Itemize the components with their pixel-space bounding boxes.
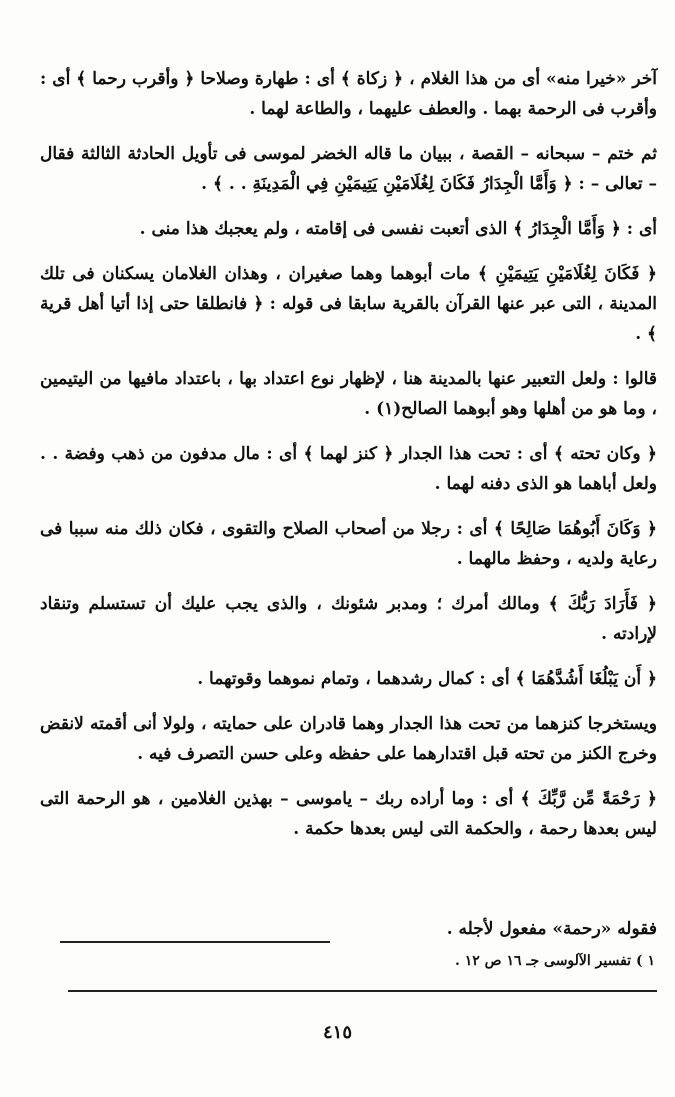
paragraph-9: ﴿ أَن يَبْلُغَا أَشُدَّهُمَا ﴾ أى : كمال رشدهما ، وتمام نموهما وقوتهما . [197, 669, 657, 689]
paragraph-2: ثم ختم – سبحانه – القصة ، ببيان ما قاله الخضر لموسى فى تأويل الحادثة الثالثة فقال – تعالى – : ﴿ وَأَمَّا الْجِدَارُ فَكَانَ لِغُلَامَيْنِ يَتِيمَيْنِ فِي الْمَدِينَةِ . . ﴾ . [40, 144, 657, 194]
paragraph-1: آخر «خيرا منه» أى من هذا الغلام ، ﴿ زكاة ﴾ أى : طهارة وصلاحا ﴿ وأقرب رحما ﴾ أى : وأقرب فى الرحمة بهما . والعطف عليهما ، والطاعة لهما . [40, 69, 657, 119]
paragraph-3: أى : ﴿ وَأَمَّا الْجِدَارُ ﴾ الذى أتعبت نفسى فى إقامته ، ولم يعجبك هذا منى . [139, 219, 657, 239]
bottom-rule [68, 990, 657, 992]
paragraph-11: ﴿ رَحْمَةً مِّن رَّبِّكَ ﴾ أى : وما أراده ربك – ياموسى – بهذين الغلامين ، هو الرحمة التى ليس بعدها رحمة ، والحكمة التى ليس بعدها حكمة . [40, 789, 657, 839]
paragraph-6: ﴿ وكان تحته ﴾ أى : تحت هذا الجدار ﴿ كنز لهما ﴾ أى : مال مدفون من ذهب وفضة . . ولعل أباهما هو الذى دفنه لهما . [40, 444, 657, 494]
paragraph-5: قالوا : ولعل التعبير عنها بالمدينة هنا ، لإظهار نوع اعتداد بها ، باعتداد مافيها من اليتيمين ، وما هو من أهلها وهو أبوهما الصالح(١) . [40, 369, 657, 419]
page-number: ٤١٥ [322, 1022, 352, 1043]
footnote: ١ ) تفسير الآلوسى جـ ١٦ ص ١٢ . [454, 953, 655, 969]
paragraph-8: ﴿ فَأَرَادَ رَبُّكَ ﴾ ومالك أمرك ؛ ومدبر شئونك ، والذى يجب عليك أن تستسلم وتنقاد لإرادته . [40, 594, 657, 644]
paragraph-4: ﴿ فَكَانَ لِغُلَامَيْنِ يَتِيمَيْنِ ﴾ مات أبوهما وهما صغيران ، وهذان الغلامان يسكنان فى تلك المدينة ، التى عبر عنها القرآن بالقرية سابقا فى قوله : ﴿ فانطلقا حتى إذا أتيا أهل قرية ﴾ . [40, 264, 657, 344]
footnote-separator [60, 941, 330, 943]
closing-line: فقوله «رحمة» مفعول لأجله . [446, 919, 657, 939]
page-body [40, 64, 657, 859]
paragraph-7: ﴿ وَكَانَ أَبُوهُمَا صَالِحًا ﴾ أى : رجلا من أصحاب الصلاح والتقوى ، فكان ذلك منه سببا فى رعاية ولديه ، وحفظ مالهما . [40, 519, 658, 569]
paragraph-10: ويستخرجا كنزهما من تحت هذا الجدار وهما قادران على حمايته ، ولولا أنى أقمته لانقض وخرج الكنز من تحته قبل اقتدارهما على حفظه وعلى حسن التصرف فيه . [40, 714, 657, 764]
